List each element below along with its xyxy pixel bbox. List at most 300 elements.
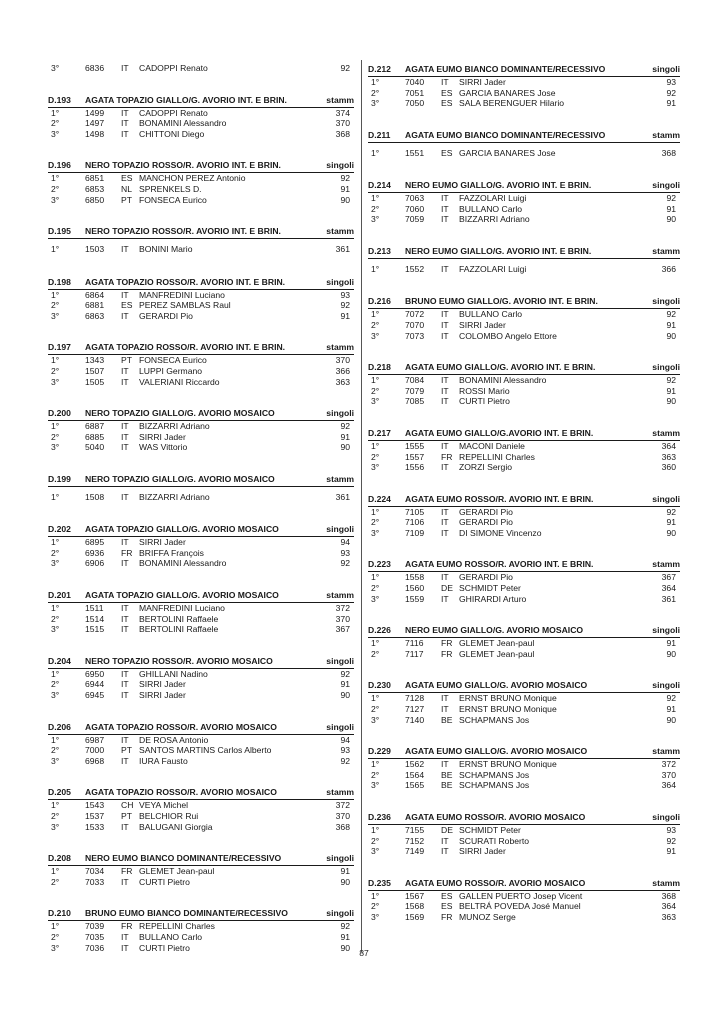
country-code: FR: [441, 911, 453, 922]
entry-type: stamm: [652, 245, 680, 256]
country-code: IT: [121, 107, 129, 118]
placement: 1°: [371, 193, 380, 204]
result-row: [368, 649, 680, 660]
results-section: [368, 808, 680, 857]
placement: 1°: [371, 506, 380, 517]
placement: 2°: [371, 583, 380, 594]
placement: 1°: [51, 537, 60, 548]
entry-number: 6887: [85, 421, 105, 432]
result-row: [48, 442, 354, 453]
points: 370: [335, 118, 350, 129]
country-code: IT: [441, 506, 449, 517]
country-code: ES: [441, 890, 453, 901]
placement: 2°: [51, 931, 60, 942]
country-code: IT: [441, 517, 449, 528]
placement: 1°: [51, 173, 60, 184]
points: 90: [666, 527, 676, 538]
exhibitor-name: ZORZI Sergio: [459, 462, 513, 473]
points: 367: [335, 624, 350, 635]
exhibitor-name: BONINI Mario: [139, 244, 193, 255]
section-header: [368, 358, 680, 375]
result-row: [368, 693, 680, 704]
entry-type: stamm: [652, 746, 680, 757]
result-row: [368, 891, 680, 902]
result-row: [48, 800, 354, 811]
points: 92: [340, 668, 350, 679]
result-row: [368, 441, 680, 452]
entry-number: 7117: [405, 648, 424, 659]
class-title: BRUNO EUMO BIANCO DOMINANTE/RECESSIVO: [85, 908, 288, 919]
results-section: [48, 586, 354, 635]
country-code: IT: [121, 624, 129, 635]
points: 372: [335, 603, 350, 614]
section-header: [48, 783, 354, 800]
entry-number: 7149: [405, 846, 425, 857]
exhibitor-name: BERTOLINI Raffaele: [139, 613, 219, 624]
result-row: [48, 366, 354, 377]
points: 370: [335, 355, 350, 366]
entry-number: 7084: [405, 375, 425, 386]
results-section: [48, 718, 354, 767]
points: 91: [666, 98, 676, 109]
exhibitor-name: SALA BERENGUER Hilario: [459, 98, 565, 109]
result-row: [48, 195, 354, 206]
points: 92: [340, 421, 350, 432]
country-code: IT: [121, 942, 129, 953]
section-header: [48, 91, 354, 108]
section-header: [368, 808, 680, 825]
exhibitor-name: CURTI Pietro: [459, 396, 510, 407]
placement: 1°: [371, 375, 380, 386]
country-code: CH: [121, 800, 134, 811]
country-code: IT: [121, 603, 129, 614]
points: 91: [340, 679, 350, 690]
entry-number: 6906: [85, 558, 105, 569]
entry-number: 6863: [85, 310, 105, 321]
class-title: NERO TOPAZIO ROSSO/R. AVORIO INT. E BRIN.: [85, 160, 281, 171]
results-section: [48, 652, 354, 701]
section-header: [48, 586, 354, 603]
result-row: [48, 311, 354, 322]
points: 91: [666, 319, 676, 330]
section-header: [48, 718, 354, 735]
result-row: [368, 263, 680, 275]
class-title: AGATA TOPAZIO GIALLO/G. AVORIO MOSAICO: [85, 590, 279, 601]
entry-number: 6987: [85, 734, 105, 745]
placement: 2°: [51, 547, 60, 558]
results-section: [48, 156, 354, 205]
results-section: [368, 424, 680, 473]
result-row: [48, 735, 354, 746]
entry-number: 7116: [405, 638, 424, 649]
entry-type: stamm: [326, 94, 354, 105]
entry-number: 1511: [85, 603, 104, 614]
result-row: [368, 770, 680, 781]
exhibitor-name: SANTOS MARTINS Carlos Alberto: [139, 745, 272, 756]
placement: 3°: [51, 442, 60, 453]
placement: 1°: [371, 825, 380, 835]
placement: 3°: [371, 462, 380, 473]
entry-type: singoli: [326, 655, 354, 666]
result-row: [368, 715, 680, 726]
results-section: [368, 621, 680, 659]
exhibitor-name: MANCHON PEREZ Antonio: [139, 173, 246, 184]
class-title: BRUNO EUMO GIALLO/G. AVORIO INT. E BRIN.: [405, 296, 598, 307]
entry-number: 1558: [405, 572, 425, 583]
result-row: [48, 118, 354, 129]
exhibitor-name: SCHMIDT Peter: [459, 583, 521, 594]
country-code: IT: [441, 193, 449, 204]
country-code: IT: [121, 310, 129, 321]
country-code: FR: [441, 638, 453, 649]
entry-number: 7036: [85, 942, 105, 953]
entry-number: 1499: [85, 107, 105, 118]
exhibitor-name: FONSECA Eurico: [139, 194, 207, 205]
country-code: ES: [121, 173, 133, 184]
entry-type: singoli: [326, 721, 354, 732]
points: 93: [666, 825, 676, 835]
results-section: [48, 222, 354, 255]
entry-number: 1556: [405, 462, 425, 473]
exhibitor-name: CURTI Pietro: [139, 942, 190, 953]
entry-number: 1507: [85, 365, 105, 376]
country-code: IT: [121, 679, 129, 690]
points: 92: [340, 921, 350, 932]
section-header: [368, 874, 680, 891]
class-code: D.235: [368, 877, 391, 888]
points: 364: [661, 780, 676, 791]
country-code: IT: [121, 613, 129, 624]
exhibitor-name: BERTOLINI Raffaele: [139, 624, 219, 635]
section-header: [48, 338, 354, 355]
exhibitor-name: MUNOZ Serge: [459, 911, 516, 922]
class-code: D.197: [48, 342, 71, 353]
points: 90: [340, 194, 350, 205]
country-code: IT: [121, 128, 129, 139]
entry-number: 1562: [405, 759, 425, 770]
class-title: AGATA EUMO BIANCO DOMINANTE/RECESSIVO: [405, 64, 606, 74]
placement: 2°: [51, 613, 60, 624]
entry-number: 1559: [405, 593, 425, 604]
country-code: IT: [441, 309, 449, 320]
placement: 2°: [51, 679, 60, 690]
result-row: [48, 243, 354, 255]
points: 91: [340, 931, 350, 942]
country-code: BE: [441, 780, 453, 791]
country-code: IT: [121, 931, 129, 942]
country-code: ES: [441, 98, 453, 109]
country-code: IT: [441, 462, 449, 473]
class-title: AGATA TOPAZIO GIALLO/G. AVORIO MOSAICO: [85, 524, 279, 535]
placement: 1°: [371, 147, 380, 158]
placement: 3°: [51, 942, 60, 953]
section-header: [368, 555, 680, 572]
results-section: [368, 742, 680, 791]
class-title: NERO EUMO GIALLO/G. AVORIO MOSAICO: [405, 625, 584, 636]
points: 361: [661, 593, 676, 604]
country-code: IT: [121, 244, 129, 255]
entry-type: singoli: [652, 680, 680, 691]
entry-type: stamm: [652, 877, 680, 888]
country-code: IT: [441, 263, 449, 274]
result-row: [48, 548, 354, 559]
class-code: D.195: [48, 226, 71, 237]
class-code: D.201: [48, 590, 71, 601]
results-section: [48, 404, 354, 453]
placement: 3°: [51, 376, 60, 387]
entry-number: 7128: [405, 693, 425, 704]
points: 372: [335, 800, 350, 811]
result-row: [48, 108, 354, 119]
entry-number: 7060: [405, 203, 425, 214]
exhibitor-name: IURA Fausto: [139, 755, 188, 766]
country-code: DE: [441, 583, 453, 594]
exhibitor-name: BIZZARRI Adriano: [139, 421, 210, 432]
result-row: [48, 173, 354, 184]
points: 90: [666, 214, 676, 225]
section-header: [368, 424, 680, 441]
points: 91: [666, 704, 676, 715]
result-row: [48, 558, 354, 569]
class-title: AGATA EUMO ROSSO/R. AVORIO INT. E BRIN.: [405, 493, 594, 504]
points: 91: [666, 203, 676, 214]
result-row: [368, 836, 680, 847]
result-row: [368, 517, 680, 528]
entry-number: 7039: [85, 921, 105, 932]
class-code: D.212: [368, 64, 391, 74]
exhibitor-name: BULLANO Carlo: [139, 931, 203, 942]
points: 364: [661, 440, 676, 451]
placement: 1°: [51, 734, 60, 745]
entry-number: 6836: [85, 63, 105, 73]
result-row: [48, 300, 354, 311]
class-code: D.210: [48, 908, 71, 919]
placement: 1°: [51, 800, 60, 811]
placement: 1°: [371, 572, 380, 583]
entry-number: 5040: [85, 442, 105, 453]
results-section: [48, 338, 354, 387]
country-code: FR: [441, 648, 453, 659]
country-code: IT: [121, 63, 129, 73]
exhibitor-name: GLEMET Jean-paul: [459, 638, 535, 649]
exhibitor-name: DE ROSA Antonio: [139, 734, 209, 745]
entry-number: 1564: [405, 769, 425, 780]
column-divider: [361, 60, 362, 952]
result-row: [368, 528, 680, 539]
points: 91: [340, 183, 350, 194]
points: 91: [666, 846, 676, 857]
placement: 3°: [371, 396, 380, 407]
exhibitor-name: SCHAPMANS Jos: [459, 769, 530, 780]
result-row: [48, 756, 354, 767]
exhibitor-name: BELTRÁ POVEDA José Manuel: [459, 901, 581, 912]
exhibitor-name: FONSECA Eurico: [139, 355, 207, 366]
results-section: [368, 490, 680, 539]
points: 372: [661, 759, 676, 770]
entry-number: 1498: [85, 128, 105, 139]
points: 363: [661, 451, 676, 462]
result-row: [368, 638, 680, 649]
entry-type: singoli: [652, 362, 680, 373]
class-title: AGATA EUMO BIANCO DOMINANTE/RECESSIVO: [405, 129, 606, 140]
points: 93: [340, 745, 350, 756]
country-code: IT: [121, 755, 129, 766]
points: 90: [340, 690, 350, 701]
result-row: [368, 375, 680, 386]
result-row: [368, 147, 680, 159]
points: 368: [335, 821, 350, 832]
country-code: IT: [121, 376, 129, 387]
exhibitor-name: GERARDI Pio: [459, 517, 513, 528]
exhibitor-name: FAZZOLARI Luigi: [459, 263, 527, 274]
points: 367: [661, 572, 676, 583]
country-code: IT: [121, 734, 129, 745]
exhibitor-name: FAZZOLARI Luigi: [459, 193, 527, 204]
points: 363: [335, 376, 350, 387]
points: 93: [340, 547, 350, 558]
points: 90: [666, 330, 676, 341]
section-header: [48, 904, 354, 921]
exhibitor-name: REPELLINI Charles: [139, 921, 215, 932]
result-row: [368, 204, 680, 215]
placement: 2°: [371, 901, 380, 912]
results-section: [368, 126, 680, 159]
entry-number: 1569: [405, 911, 425, 922]
country-code: ES: [441, 147, 453, 158]
results-section: [368, 676, 680, 725]
country-code: IT: [121, 558, 129, 569]
result-row: [368, 452, 680, 463]
exhibitor-name: GERARDI Pio: [459, 572, 513, 583]
class-code: D.198: [48, 276, 71, 287]
entry-number: 7059: [405, 214, 425, 225]
result-row: [368, 320, 680, 331]
exhibitor-name: ROSSI Mario: [459, 385, 510, 396]
points: 90: [340, 442, 350, 453]
points: 90: [340, 876, 350, 887]
exhibitor-name: WAS Vittorio: [139, 442, 188, 453]
points: 361: [335, 491, 350, 502]
points: 93: [666, 77, 676, 87]
country-code: IT: [441, 693, 449, 704]
entry-type: singoli: [326, 276, 354, 287]
country-code: BE: [441, 769, 453, 780]
entry-number: 7050: [405, 98, 425, 109]
result-row: [368, 386, 680, 397]
country-code: IT: [441, 330, 449, 341]
results-section: [368, 60, 680, 109]
section-header: [368, 176, 680, 193]
class-code: D.211: [368, 129, 391, 140]
entry-number: 7070: [405, 319, 425, 330]
exhibitor-name: GHIRARDI Arturo: [459, 593, 527, 604]
placement: 2°: [371, 835, 380, 846]
result-row: [48, 491, 354, 503]
points: 91: [666, 385, 676, 396]
points: 91: [666, 638, 676, 649]
entry-number: 6950: [85, 668, 105, 679]
points: 364: [661, 583, 676, 594]
entry-number: 1543: [85, 800, 105, 811]
result-row: [48, 690, 354, 701]
entry-number: 7152: [405, 835, 425, 846]
points: 370: [335, 811, 350, 821]
entry-number: 1343: [85, 355, 105, 366]
result-row: [368, 594, 680, 605]
points: 92: [340, 558, 350, 569]
results-section: [48, 470, 354, 503]
section-header: [48, 222, 354, 239]
country-code: IT: [121, 365, 129, 376]
points: 92: [666, 835, 676, 846]
placement: 3°: [51, 821, 60, 832]
placement: 2°: [51, 183, 60, 194]
country-code: IT: [441, 527, 449, 538]
entry-type: singoli: [652, 180, 680, 191]
points: 374: [335, 107, 350, 118]
country-code: IT: [441, 704, 449, 715]
class-title: AGATA EUMO ROSSO/R. AVORIO MOSAICO: [405, 877, 586, 888]
entry-type: singoli: [652, 493, 680, 504]
points: 360: [661, 462, 676, 473]
country-code: FR: [121, 547, 133, 558]
placement: 1°: [51, 866, 60, 877]
result-row: [368, 780, 680, 791]
results-section: [48, 273, 354, 322]
entry-number: 1565: [405, 780, 425, 791]
entry-number: 7051: [405, 87, 425, 98]
results-section: [48, 849, 354, 887]
exhibitor-name: BALUGANI Giorgia: [139, 821, 213, 832]
results-section: [48, 783, 354, 832]
class-code: D.199: [48, 473, 71, 484]
points: 92: [340, 173, 350, 184]
entry-number: 7079: [405, 385, 425, 396]
entry-number: 6853: [85, 183, 105, 194]
result-row: [48, 943, 354, 954]
exhibitor-name: DI SIMONE Vincenzo: [459, 527, 542, 538]
entry-number: 1514: [85, 613, 105, 624]
result-row: [48, 603, 354, 614]
points: 368: [661, 147, 676, 158]
points: 92: [666, 87, 676, 98]
country-code: IT: [121, 821, 129, 832]
section-header: [368, 60, 680, 77]
result-row: [368, 193, 680, 204]
points: 92: [666, 506, 676, 517]
result-row: [48, 421, 354, 432]
class-code: D.196: [48, 160, 71, 171]
exhibitor-name: SIRRI Jader: [459, 319, 506, 330]
entry-number: 7040: [405, 77, 425, 87]
results-section: [48, 63, 354, 74]
points: 91: [340, 431, 350, 442]
exhibitor-name: GARCIA BANARES Jose: [459, 87, 556, 98]
entry-number: 1508: [85, 491, 105, 502]
entry-number: 6945: [85, 690, 105, 701]
section-header: [48, 273, 354, 290]
entry-number: 6968: [85, 755, 105, 766]
result-row: [368, 583, 680, 594]
entry-number: 7085: [405, 396, 425, 407]
section-header: [48, 156, 354, 173]
points: 366: [335, 365, 350, 376]
exhibitor-name: BELCHIOR Rui: [139, 811, 199, 821]
country-code: IT: [121, 876, 129, 887]
result-row: [368, 77, 680, 88]
class-code: D.224: [368, 493, 391, 504]
placement: 1°: [51, 421, 60, 432]
